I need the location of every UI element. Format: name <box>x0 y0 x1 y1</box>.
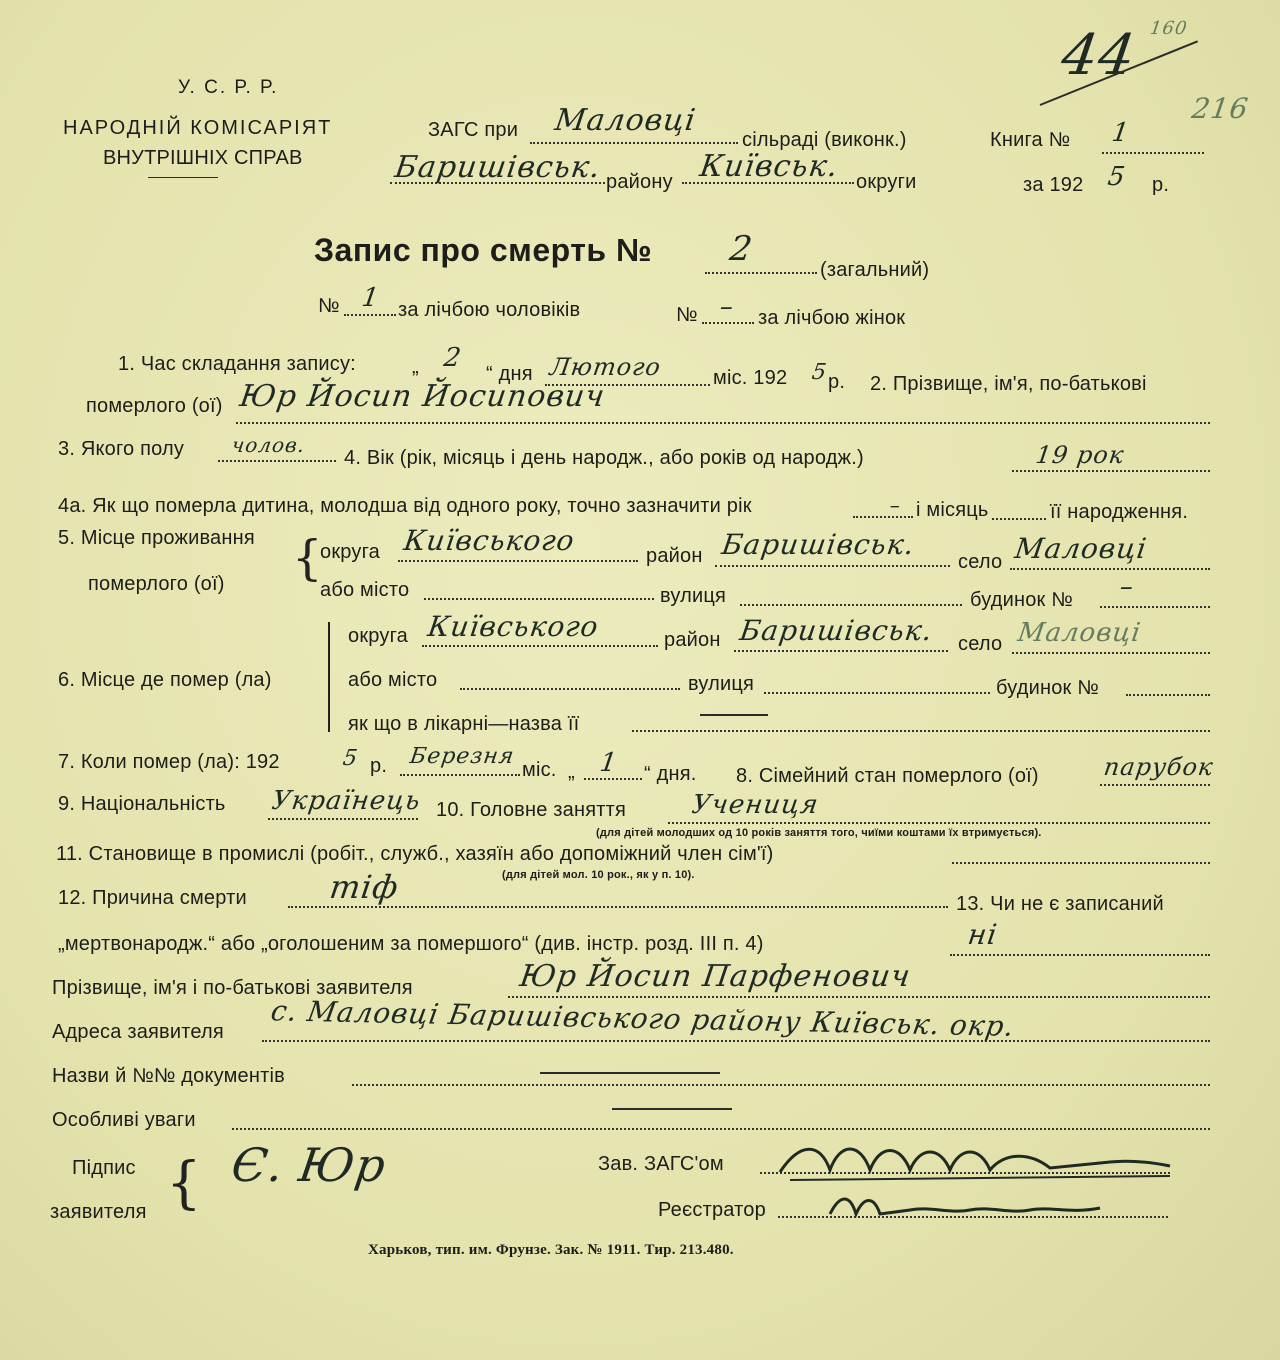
f2-value: Юр Йосип Йосипович <box>237 379 608 414</box>
f1-year: 5 <box>810 360 829 385</box>
f7-day-close: “ дня. <box>644 763 697 785</box>
f4a-label3: її народження. <box>1050 501 1189 523</box>
f5-okruga-value: Київського <box>401 524 577 557</box>
dotted-line <box>1126 694 1210 696</box>
dotted-line <box>236 422 1210 424</box>
men-label: за лічбою чоловіків <box>398 299 581 321</box>
applicant-signature: Є. Юр <box>228 1138 390 1192</box>
knyha-label: Книга № <box>990 129 1071 151</box>
remarks-label: Особливі уваги <box>52 1109 196 1131</box>
f6-vulytsia: вулиця <box>688 673 755 695</box>
f7-label: 7. Коли помер (ла): 192 <box>58 751 280 773</box>
dotted-line <box>702 322 754 324</box>
dash-mark <box>612 1108 732 1110</box>
registrar-signature <box>820 1184 1120 1228</box>
f5-label2: померлого (ої) <box>88 573 225 595</box>
dotted-line <box>1010 568 1210 570</box>
zags-village-value: Маловці <box>552 103 699 138</box>
okrugy-value: Київськ. <box>697 149 841 184</box>
sign-label2: заявителя <box>50 1201 147 1223</box>
dotted-line <box>352 1084 1210 1086</box>
f7-day: 1 <box>597 748 620 778</box>
record-number: 2 <box>727 229 756 269</box>
dotted-line <box>1102 152 1204 154</box>
f9-value: Українець <box>269 786 423 816</box>
f12-value: тіф <box>327 868 402 906</box>
women-no-label: № <box>676 304 698 326</box>
dotted-line <box>682 182 854 184</box>
f1-day: 2 <box>441 343 464 373</box>
f4-value: 19 рок <box>1034 441 1127 469</box>
f5-misto: або місто <box>320 579 410 601</box>
f5-selo-value: Маловці <box>1012 532 1150 565</box>
f5-budynok-value: – <box>1117 572 1137 602</box>
f6-label: 6. Місце де помер (ла) <box>58 669 272 691</box>
brace: { <box>166 1151 202 1216</box>
men-no-label: № <box>318 295 340 317</box>
dotted-line <box>390 182 605 184</box>
dotted-line <box>218 460 336 462</box>
dotted-line <box>992 518 1046 520</box>
dotted-line <box>508 996 1210 998</box>
f10-note: (для дітей молодших од 10 років заняття того, чиїми коштами їх втримується). <box>596 827 1042 839</box>
raionu-value: Баришівськ. <box>392 150 604 185</box>
f5-selo: село <box>958 551 1003 573</box>
dotted-line <box>853 516 913 518</box>
dotted-line <box>1100 606 1210 608</box>
dotted-line <box>424 598 654 600</box>
f6-okruga: округа <box>348 625 408 647</box>
f11-label: 11. Становище в промислі (робіт., служб., хазяїн або допоміжний член сім'ї) <box>56 843 774 865</box>
dotted-line <box>734 650 948 652</box>
head-signature <box>770 1132 1190 1192</box>
applicant-label: Прізвище, ім'я і по-батькові заявителя <box>52 977 413 999</box>
f6-selo: село <box>958 633 1003 655</box>
f1-day-close: “ дня <box>486 363 533 385</box>
f10-label: 10. Головне заняття <box>436 799 627 821</box>
f6-misto: або місто <box>348 669 438 691</box>
dotted-line <box>632 730 1210 732</box>
archive-number-small-bottom: 216 <box>1189 92 1251 125</box>
knyha-value: 1 <box>1109 118 1132 148</box>
brace: { <box>292 530 323 586</box>
f6-selo-value: Маловці <box>1015 618 1144 648</box>
dotted-line <box>530 142 738 144</box>
silradi-label: сільраді (виконк.) <box>742 129 907 151</box>
f1-label: 1. Час складання запису: <box>118 353 356 375</box>
general-label: (загальний) <box>820 259 930 281</box>
address-label: Адреса заявителя <box>52 1021 224 1043</box>
f6-likarnia: як що в лікарні—назва її <box>348 713 580 735</box>
head-label: Зав. ЗАГС'ом <box>598 1153 724 1175</box>
f6-okruga-value: Київського <box>425 610 601 643</box>
f13-label: 13. Чи не є записаний <box>956 893 1164 915</box>
address-value: с. Маловці Баришівського району Київськ. окр. <box>268 994 1018 1043</box>
dotted-line <box>584 778 642 780</box>
dotted-line <box>422 645 658 647</box>
archive-number: 44 <box>1057 23 1140 88</box>
printer-footer: Харьков, тип. им. Фрунзе. Зак. № 1911. Тир. 213.480. <box>368 1242 734 1258</box>
f1-month: Лютого <box>548 353 663 381</box>
f1-r: р. <box>828 371 846 393</box>
sign-label1: Підпис <box>72 1157 136 1179</box>
dotted-line <box>764 692 990 694</box>
za-year-suffix: р. <box>1152 174 1170 196</box>
dotted-line <box>460 688 680 690</box>
f5-budynok: будинок № <box>970 589 1073 611</box>
f4a-label2: і місяць <box>916 499 989 521</box>
dotted-line <box>1012 470 1210 472</box>
dash-mark <box>540 1072 720 1074</box>
registrar-label: Реєстратор <box>658 1199 766 1221</box>
dotted-line <box>288 906 948 908</box>
dotted-line <box>400 774 520 776</box>
za-year-value: 5 <box>1105 162 1128 192</box>
dash-mark <box>700 714 768 716</box>
f2-label: 2. Прізвище, ім'я, по-батькові <box>870 373 1147 395</box>
dotted-line <box>268 818 418 820</box>
dotted-line <box>950 954 1210 956</box>
f7-year: 5 <box>341 746 360 771</box>
f3-value: чолов. <box>230 433 307 457</box>
dotted-line <box>344 314 396 316</box>
f12-label: 12. Причина смерти <box>58 887 247 909</box>
f5-okruga: округа <box>320 541 380 563</box>
f2-label2: померлого (ої) <box>86 395 223 417</box>
f7-month: Березня <box>408 744 517 769</box>
women-label: за лічбою жінок <box>758 307 906 329</box>
bracket-line <box>328 622 330 732</box>
f3-label: 3. Якого полу <box>58 438 185 460</box>
za-year-label: за 192 <box>1023 174 1084 196</box>
dotted-line <box>715 565 950 567</box>
dotted-line <box>952 862 1210 864</box>
f13-value: ні <box>965 918 1000 951</box>
f13-label2: „мертвонародж.“ або „оголошеним за помершого“ (див. інстр. розд. III п. 4) <box>58 933 764 955</box>
f6-budynok: будинок № <box>996 677 1099 699</box>
f1-mis: міс. 192 <box>713 367 788 389</box>
okrugy-label: округи <box>856 171 917 193</box>
dotted-line <box>668 822 1210 824</box>
men-no-value: 1 <box>359 283 382 313</box>
archive-number-small-top: 160 <box>1148 18 1189 39</box>
f1-day-open: „ <box>412 356 419 378</box>
f5-label1: 5. Місце проживання <box>58 527 255 549</box>
f7-r: р. <box>370 755 388 777</box>
f6-raion-value: Баришівськ. <box>737 614 935 647</box>
dotted-line <box>705 272 817 274</box>
ministry-line1: НАРОДНІЙ КОМІСАРІЯТ <box>63 117 333 139</box>
docs-label: Назви й №№ документів <box>52 1065 285 1087</box>
raionu-label: району <box>606 171 673 193</box>
f8-label: 8. Сімейний стан померлого (ої) <box>736 765 1039 787</box>
f4a-value: – <box>888 493 903 517</box>
dotted-line <box>1012 652 1210 654</box>
ussr-label: У. С. Р. Р. <box>178 77 279 98</box>
f10-value: Учениця <box>689 790 821 820</box>
zags-pry-label: ЗАГС при <box>428 119 519 141</box>
dotted-line <box>398 560 638 562</box>
women-no-value: – <box>717 292 737 322</box>
f9-label: 9. Національність <box>58 793 226 815</box>
f7-mis: міс. <box>522 759 557 781</box>
divider <box>148 177 218 178</box>
f8-value: парубок <box>1102 753 1216 781</box>
applicant-value: Юр Йосип Парфенович <box>517 959 914 994</box>
ministry-line2: ВНУТРІШНІХ СПРАВ <box>103 147 303 169</box>
f5-vulytsia: вулиця <box>660 585 727 607</box>
f6-raion: район <box>664 629 721 651</box>
f5-raion: район <box>646 545 703 567</box>
f7-day-open: „ <box>568 761 575 783</box>
dotted-line <box>232 1128 1210 1130</box>
f5-raion-value: Баришівськ. <box>719 528 917 561</box>
f4a-label: 4а. Як що померла дитина, молодша від одного року, точно зазначити рік <box>58 495 752 517</box>
dotted-line <box>740 604 962 606</box>
record-title: Запис про смерть № <box>314 232 653 268</box>
dotted-line <box>1100 784 1210 786</box>
f4-label: 4. Вік (рік, місяць і день народж., або років од народж.) <box>344 447 864 469</box>
dotted-line <box>262 1040 1210 1042</box>
f11-note: (для дітей мол. 10 рок., як у п. 10). <box>502 869 695 881</box>
